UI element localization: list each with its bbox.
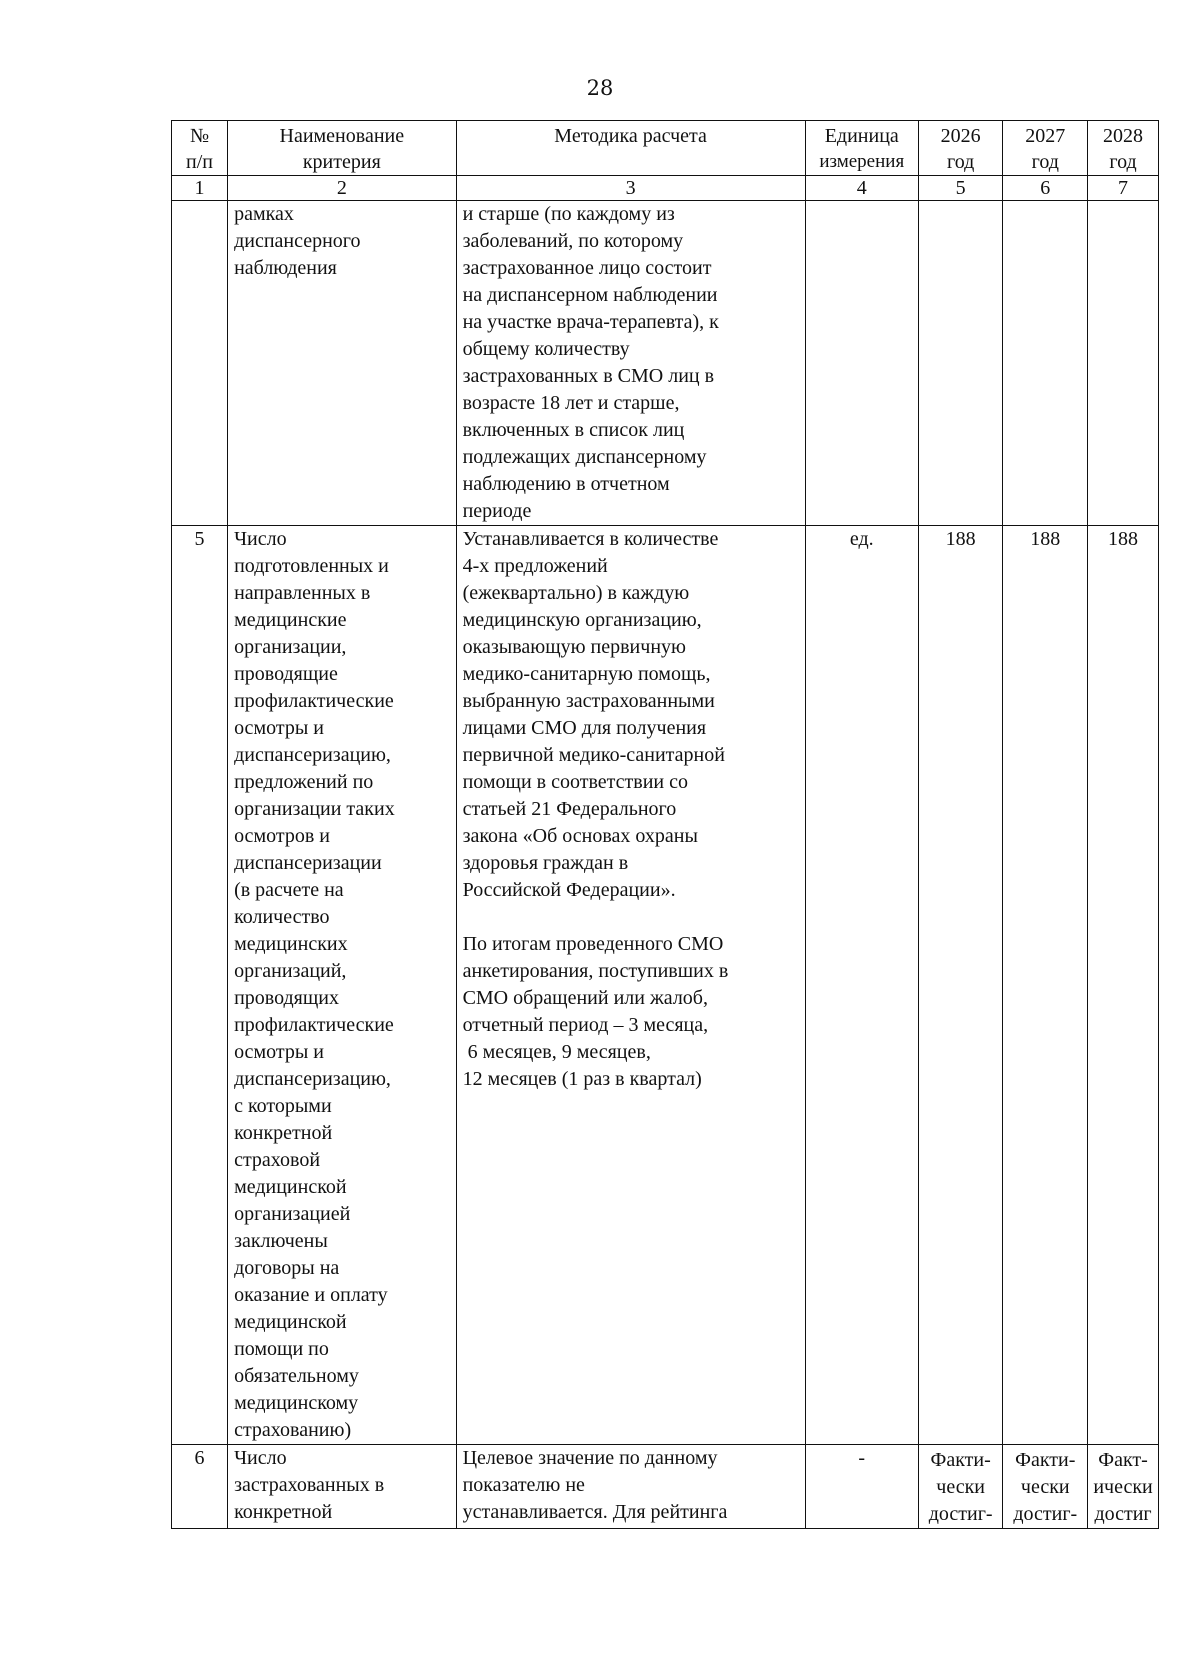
criterion-name: Число застрахованных в конкретной — [228, 1445, 457, 1529]
column-number: 5 — [918, 176, 1003, 201]
unit-cell — [805, 201, 918, 526]
page-number: 28 — [586, 76, 614, 100]
row-number: 6 — [172, 1445, 228, 1529]
value-2027: Факти- чески достиг- — [1003, 1445, 1088, 1529]
column-number: 4 — [805, 176, 918, 201]
row-number: 5 — [172, 526, 228, 1445]
criterion-name: Число подготовленных и направленных в медицинские организации, проводящие профилактические осмотры и диспансеризацию, предложений по организации таких осмотров и диспансеризации (в расчете на количество медицинских организаций, проводящих профилактические осмотры и диспансеризацию, с которыми конкретной страховой медицинской организацией заключены договоры на оказание и оплату медицинской помощи по обязательному медицинскому страхованию) — [228, 526, 457, 1445]
header-row — [172, 121, 1159, 176]
header-col-unit: Единица измерения — [805, 121, 918, 176]
column-number: 2 — [228, 176, 457, 201]
calculation-method: Устанавливается в количестве 4-х предложений (ежеквартально) в каждую медицинскую организацию, оказывающую первичную медико-санитарную помощь, выбранную застрахованными лицами СМО для получения первичной медико-санитарной помощи в соответствии со статьей 21 Федерального закона «Об основах охраны здоровья граждан в Российской Федерации». По итогам проведенного СМО анкетирования, поступивших в СМО обращений или жалоб, отчетный период – 3 месяца, 6 месяцев, 9 месяцев, 12 месяцев (1 раз в квартал) — [456, 526, 805, 1445]
column-number: 6 — [1003, 176, 1088, 201]
criterion-name: рамках диспансерного наблюдения — [228, 201, 457, 526]
table-row-6 — [172, 1445, 1159, 1529]
value-2028: Факт- ически достиг — [1088, 1445, 1159, 1529]
column-number-row — [172, 176, 1159, 201]
criteria-table — [171, 120, 1159, 1529]
header-col-method: Методика расчета — [456, 121, 805, 176]
table-row-continued — [172, 201, 1159, 526]
header-col-2027: 2027 год — [1003, 121, 1088, 176]
column-number: 1 — [172, 176, 228, 201]
row-number — [172, 201, 228, 526]
calculation-method: и старше (по каждому из заболеваний, по которому застрахованное лицо состоит на диспансерном наблюдении на участке врача-терапевта), к общему количеству застрахованных в СМО лиц в возрасте 18 лет и старше, включенных в список лиц подлежащих диспансерному наблюдению в отчетном периоде — [456, 201, 805, 526]
header-col-name: Наименование критерия — [228, 121, 457, 176]
value-2026 — [918, 201, 1003, 526]
value-2027: 188 — [1003, 526, 1088, 1445]
header-col-2026: 2026 год — [918, 121, 1003, 176]
calculation-method: Целевое значение по данному показателю не устанавливается. Для рейтинга — [456, 1445, 805, 1529]
value-2028 — [1088, 201, 1159, 526]
column-number: 7 — [1088, 176, 1159, 201]
unit-cell: - — [805, 1445, 918, 1529]
table-row-5 — [172, 526, 1159, 1445]
value-2027 — [1003, 201, 1088, 526]
value-2026: Факти- чески достиг- — [918, 1445, 1003, 1529]
value-2026: 188 — [918, 526, 1003, 1445]
unit-cell: ед. — [805, 526, 918, 1445]
value-2028: 188 — [1088, 526, 1159, 1445]
header-col-number: № п/п — [172, 121, 228, 176]
column-number: 3 — [456, 176, 805, 201]
header-col-2028: 2028 год — [1088, 121, 1159, 176]
